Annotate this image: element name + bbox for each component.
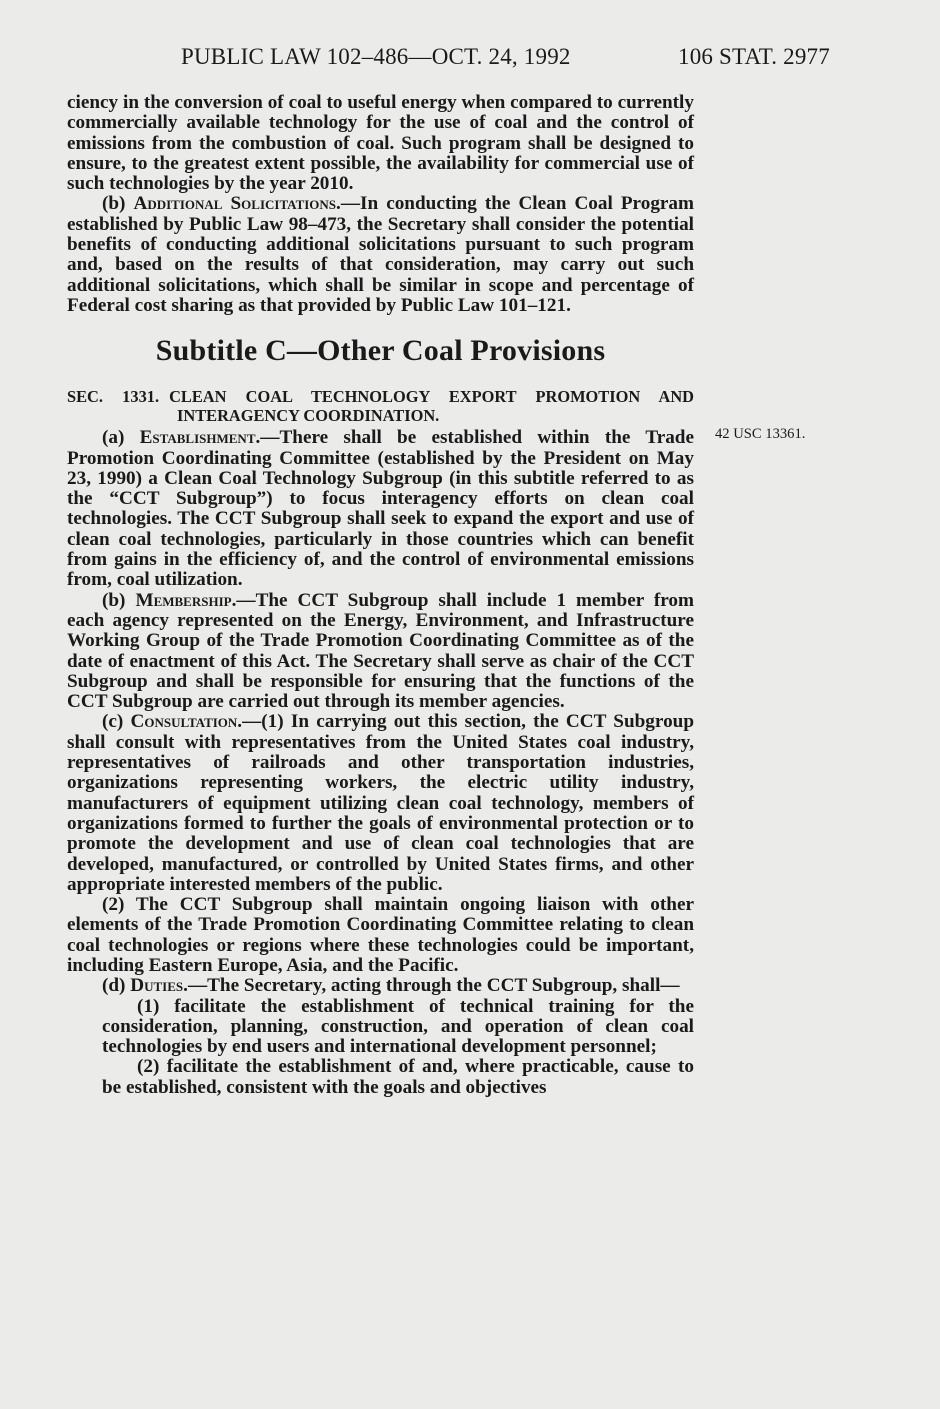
duty-item-1: (1) facilitate the establishment of technical training for the consideration, planning, construction, and operation of clean coal technologies by end users and international development personnel; xyxy=(102,995,694,1058)
paragraph-label: (a) xyxy=(102,427,125,449)
paragraph-text: —There shall be established within the Trade Promotion Coordinating Committee (established by the President on May 23, 1990) a Clean Coal Technology Subgroup (in this subtitle referred to as the “CCT Subgroup”) to focus interagency efforts on clean coal technologies. The CCT Subgroup shall seek to expand the export and use of clean coal technologies, particularly in those countries which can benefit from gains in the efficiency of, and the control of environmental emissions from, coal utilization. xyxy=(67,427,694,591)
section-number: SEC. 1331. xyxy=(67,387,160,407)
paragraph-c2-liaison: (2) The CCT Subgroup shall maintain ongoing liaison with other elements of the Trade Promotion Coordinating Committee relating to clean coal technologies or regions where these technologies could be important, including Eastern Europe, Asia, and the Pacific. xyxy=(67,894,694,976)
paragraph-text: —The CCT Subgroup shall include 1 member from each agency represented on the Energy, Environment, and Infrastructure Working Group of the Trade Promotion Coordinating Committee as of the date of enactment of this Act. The Secretary shall serve as chair of the CCT Subgroup and shall be responsible for ensuring that the functions of the CCT Subgroup are carried out through its member agencies. xyxy=(67,589,695,713)
paragraph-heading: Consultation. xyxy=(130,711,243,733)
paragraph-label: (c) xyxy=(102,711,124,733)
margin-citation: 42 USC 13361. xyxy=(715,426,806,442)
continuation-paragraph: ciency in the conversion of coal to useful energy when compared to currently commercially available technology for the use of coal and the control of emissions from the combustion of coal. Such program shall be designed to ensure, to the greatest extent possible, the availability for commercial use of such technologies by the year 2010. xyxy=(67,92,694,195)
paragraph-label: (d) xyxy=(102,975,126,997)
duty-item-2: (2) facilitate the establishment of and, where practicable, cause to be established, consistent with the goals and objectives xyxy=(102,1056,694,1098)
paragraph-heading: Membership. xyxy=(135,589,237,611)
paragraph-c-consultation xyxy=(67,712,694,895)
running-head: PUBLIC LAW 102–486—OCT. 24, 1992 xyxy=(181,44,571,69)
paragraph-label: (b) xyxy=(102,193,126,215)
paragraph-b-additional-solicitations xyxy=(67,194,694,316)
paragraph-a-establishment xyxy=(67,428,694,590)
subtitle-heading: Subtitle C—Other Coal Provisions xyxy=(155,334,606,368)
section-title: CLEAN COAL TECHNOLOGY EXPORT PROMOTION AND INTERAGENCY COORDINATION. xyxy=(169,387,694,426)
paragraph-text: —The Secretary, acting through the CCT Subgroup, shall— xyxy=(187,975,680,997)
paragraph-b-membership xyxy=(67,591,694,713)
page-header xyxy=(0,44,940,84)
paragraph-heading: Duties. xyxy=(130,975,188,997)
paragraph-text: —In conducting the Clean Coal Program established by Public Law 98–473, the Secretary shall consider the potential benefits of conducting additional solicitations pursuant to such program and, based on the results of that consideration, may carry out such additional solicitations, which shall be similar in scope and percentage of Federal cost sharing as that provided by Public Law 101–121. xyxy=(67,193,695,316)
paragraph-label: (b) xyxy=(102,589,126,611)
paragraph-heading: Additional Solicitations. xyxy=(133,193,341,215)
paragraph-heading: Establishment. xyxy=(139,427,261,449)
document-body xyxy=(67,93,694,1098)
paragraph-d-duties xyxy=(67,976,694,996)
statute-page-number: 106 STAT. 2977 xyxy=(678,44,830,69)
section-heading xyxy=(67,387,694,425)
paragraph-text: —(1) In carrying out this section, the CCT Subgroup shall consult with representatives from the United States coal industry, representatives of railroads and other transportation industries, organizations representing workers, the electric utility industry, manufacturers of equipment utilizing clean coal technology, members of organizations formed to further the goals of environmental protection or to promote the development and use of clean coal technologies that are developed, manufactured, or controlled by United States firms, and other appropriate interested members of the public. xyxy=(67,711,695,895)
